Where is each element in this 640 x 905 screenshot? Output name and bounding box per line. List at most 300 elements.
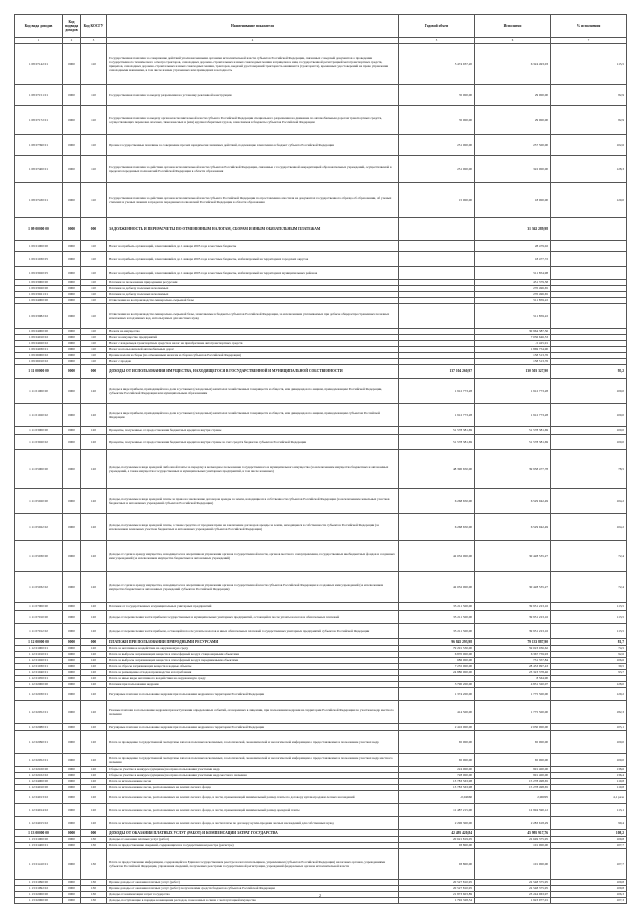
row-subcode: 0000 xyxy=(63,298,81,304)
row-code: 1 12 01010 01 xyxy=(15,652,63,658)
row-code: 1 13 02000 00 xyxy=(15,892,63,898)
row-done: 1 775 500,00 xyxy=(475,688,551,701)
row-percent: 182,3 xyxy=(551,701,627,724)
row-name: Налог на прибыль организаций, зачислявшийся до 1 января 2005 года в местные бюджеты xyxy=(107,241,399,252)
row-done: 6 324 493,03 xyxy=(475,44,551,85)
row-name: Доходы, поступающие в порядке возмещения расходов, понесенных в связи с эксплуатацией имущества xyxy=(107,898,399,904)
column-number: 7 xyxy=(551,38,627,44)
row-percent: 39,5 xyxy=(551,664,627,670)
row-code: 1 12 02000 00 xyxy=(15,682,63,688)
row-plan: 6 268 650,00 xyxy=(399,514,475,541)
row-kosgu: 120 xyxy=(81,664,107,670)
table-row xyxy=(15,898,627,904)
row-subcode: 0000 xyxy=(63,435,81,450)
row-percent: 109,8 xyxy=(551,837,627,843)
row-done: 59 023 036,62 xyxy=(475,646,551,652)
row-plan: 21 873 603,89 xyxy=(399,892,475,898)
row-subcode: 0000 xyxy=(63,880,81,886)
header-kosgu: Код КОСГУ xyxy=(81,15,107,38)
row-plan: 51 578 381,69 xyxy=(399,435,475,450)
row-name: ДОХОДЫ ОТ ИСПОЛЬЗОВАНИЯ ИМУЩЕСТВА, НАХОДЯЩЕГОСЯ В ГОСУДАРСТВЕННОЙ И МУНИЦИПАЛЬНОЙ СОБСТВЕННОСТИ xyxy=(107,365,399,379)
row-done: 39 951 223,16 xyxy=(475,611,551,624)
row-name: Плата за проведение государственной экспертизы запасов полезных ископаемых, геологической, экономической и экологической информации о предоставляемых в пользование участках недр местного значения xyxy=(107,754,399,767)
row-kosgu: 120 xyxy=(81,404,107,427)
row-code: 1 09 01000 00 xyxy=(15,241,63,252)
row-plan: 1 792 328,54 xyxy=(399,898,475,904)
row-code: 1 12 02100 00 xyxy=(15,767,63,773)
row-name: Регулярные платежи за пользование недрами при пользовании недрами на территории Российской Федерации xyxy=(107,688,399,701)
table-row xyxy=(15,450,627,489)
row-name: Сборы за участие в конкурсе (аукционе) на право пользования участками недр местного значения xyxy=(107,773,399,779)
row-percent: 106,6 xyxy=(551,658,627,664)
row-name: Платежи от государственных и муниципальных унитарных предприятий xyxy=(107,603,399,611)
row-plan: 35 211 500,00 xyxy=(399,603,475,611)
row-plan: 20 527 810,95 xyxy=(399,880,475,886)
row-done: 270 496,65 xyxy=(475,286,551,292)
row-plan: 35 000,00 xyxy=(399,85,475,106)
row-code: 1 12 02052 01 xyxy=(15,754,63,767)
row-code: 1 12 04015 02 xyxy=(15,817,63,830)
row-code: 1 09 00000 00 xyxy=(15,218,63,241)
row-name: Доходы в виде прибыли, приходящейся на доли в уставных (складочных) капиталах хозяйственных товариществ и обществ, или дивидендов по акциям, принадлежащим субъектам Российской Федерации xyxy=(107,404,399,427)
row-name: Плата за предоставление информации, содержащейся в Едином государственном реестре налогоплательщиков, управлением (субъектов Российской Федерации) налоговых органов, учреждениями субъектов Российской Федерации, управления сведений, получаемых реестрами государственной регистрации, учреждений федеральных органов исполнительной власти xyxy=(107,849,399,880)
row-percent: 110,8 xyxy=(551,785,627,791)
row-name: Отчисления на воспроизводство минерально-сырьевой базы, зачисляемые в бюджеты субъектов Российской Федерации, за исключением уплачиваемых при добыче общераспространенных полезных ископаемых и подземных вод, используемых для местных нужд xyxy=(107,304,399,329)
table-row xyxy=(15,572,627,603)
row-code: 1 12 01030 01 xyxy=(15,664,63,670)
row-name: Плата за проведение государственной экспертизы запасов полезных ископаемых, геологической, экономической и экологической информации о предоставляемых в пользование участках недр xyxy=(107,731,399,754)
row-plan: 93 800,00 xyxy=(399,843,475,849)
row-done: 7 036 646,53 xyxy=(475,335,551,341)
row-name: Плата за негативное воздействие на окружающую среду xyxy=(107,646,399,652)
row-plan: 1 374 200,00 xyxy=(399,688,475,701)
column-number: 3 xyxy=(81,38,107,44)
row-name: Государственная пошлина за выдачу органом исполнительной власти субъекта Российской Федерации специального разрешения на движение по автомобильным дорогам транспортных средств, осуществляющих перевозки опасных, тяжеловесных и (или) крупногабаритных грузов, зачисляемая в бюджеты субъектов Российской Федерации xyxy=(107,106,399,135)
row-subcode: 0000 xyxy=(63,359,81,365)
row-name: Плата за использование лесов, расположенных на землях лесного фонда xyxy=(107,785,399,791)
row-done: 270 496,65 xyxy=(475,292,551,298)
row-done: 65 000,00 xyxy=(475,754,551,767)
row-name: Доходы от оказания платных услуг (работ) xyxy=(107,837,399,843)
row-subcode: 0000 xyxy=(63,843,81,849)
row-done: 30 428 535,27 xyxy=(475,572,551,603)
row-percent xyxy=(551,241,627,252)
row-done: 6 529 942,49 xyxy=(475,489,551,514)
row-subcode: 0000 xyxy=(63,639,81,646)
row-code: 1 11 05030 00 xyxy=(15,541,63,572)
row-name: Плата за использование лесов, расположенных на землях лесного фонда, в части, превышающей минимальный размер арендной платы xyxy=(107,804,399,817)
row-done: 2 283 618,29 xyxy=(475,817,551,830)
row-plan: 1 912 773,28 xyxy=(399,379,475,404)
row-kosgu: 120 xyxy=(81,611,107,624)
table-row xyxy=(15,135,627,156)
row-percent xyxy=(551,252,627,267)
row-name: Налог на прибыль организаций, зачислявшийся до 1 января 2005 года в местные бюджеты, мобилизуемый на территориях муниципальных районов xyxy=(107,267,399,280)
row-name: Государственная пошлина за действия органов исполнительной власти субъекта Российской Федерации по проставлению апостиля на документах государственного образца об образовании, об ученых степенях и ученых званиях в пределах переданных полномочий Российской Федерации в области образования xyxy=(107,183,399,218)
row-done: 39 951 223,16 xyxy=(475,603,551,611)
row-name: Плата за использование лесов, расположенных на землях лесного фонда, в части, превышающей минимальный размер платы по договору купли-продажи лесных насаждений xyxy=(107,791,399,804)
table-row xyxy=(15,514,627,541)
row-subcode: 0000 xyxy=(63,241,81,252)
row-kosgu: 000 xyxy=(81,218,107,241)
row-percent: 4,1 раза xyxy=(551,791,627,804)
row-percent: 78,5 xyxy=(551,450,627,489)
row-percent: 120,0 xyxy=(551,183,627,218)
row-plan: 24 880 000,00 xyxy=(399,670,475,676)
row-plan: 1 912 773,28 xyxy=(399,404,475,427)
row-done: 1 912 773,28 xyxy=(475,379,551,404)
row-done: 2,96095 xyxy=(475,791,551,804)
row-plan: 414 500,00 xyxy=(399,701,475,724)
row-kosgu: 110 xyxy=(81,135,107,156)
row-percent: 107,3 xyxy=(551,898,627,904)
column-number: 6 xyxy=(475,38,551,44)
row-done: 130 503 327,90 xyxy=(475,365,551,379)
row-plan: 224 000,00 xyxy=(399,767,475,773)
row-done: 51 578 381,69 xyxy=(475,427,551,435)
row-name: Плата за использование лесов xyxy=(107,779,399,785)
row-percent: 82,9 xyxy=(551,85,627,106)
row-percent: 109,8 xyxy=(551,880,627,886)
row-done: 101 000,00 xyxy=(475,843,551,849)
row-percent: 93,7 xyxy=(551,670,627,676)
row-kosgu: 110 xyxy=(81,252,107,267)
row-code: 1 12 00000 00 xyxy=(15,639,63,646)
row-subcode: 0000 xyxy=(63,135,81,156)
row-name: Доходы от сдачи в аренду имущества, находящегося в оперативном управлении органов государственной власти субъектов Российской Федерации и созданных ими учреждений (за исключением имущества бюджетных и автономных учреждений субъектов Российской Федерации) xyxy=(107,572,399,603)
row-name: Платежи за добычу полезных ископаемых xyxy=(107,286,399,292)
row-percent: 138,6 xyxy=(551,767,627,773)
budget-table xyxy=(14,14,627,904)
row-percent: 100,0 xyxy=(551,404,627,427)
row-done: 79 133 887,90 xyxy=(475,639,551,646)
row-subcode: 0000 xyxy=(63,335,81,341)
row-code: 1 11 00000 00 xyxy=(15,365,63,379)
row-plan: 93 800,00 xyxy=(399,849,475,880)
row-code: 1 09 04010 02 xyxy=(15,335,63,341)
row-plan: 2 296 300,00 xyxy=(399,817,475,830)
row-code: 1 12 01000 01 xyxy=(15,646,63,652)
row-code: 1 11 05022 02 xyxy=(15,514,63,541)
row-name: Доходы, получаемые в виде арендной платы за права на заключение договоров аренды за земли, находящиеся в собственности субъектов Российской Федерации (за исключением земельных участков бюджетных и автономных учреждений субъектов Российской Федерации) xyxy=(107,489,399,514)
table-row xyxy=(15,639,627,646)
row-code: 1 11 01000 00 xyxy=(15,379,63,404)
row-done: 18 477,72 xyxy=(475,252,551,267)
row-subcode: 0000 xyxy=(63,773,81,779)
row-code: 1 09 03000 00 xyxy=(15,280,63,286)
row-done: 511 854,98 xyxy=(475,267,551,280)
row-done: 23 244 963,97 xyxy=(475,892,551,898)
row-code: 1 09 06000 02 xyxy=(15,353,63,359)
row-code: 1 08 07151 01 xyxy=(15,85,63,106)
row-plan xyxy=(399,218,475,241)
row-done: 29 000,00 xyxy=(475,85,551,106)
row-name: Государственная пошлина за действия органов исполнительной власти субъектов Российской Федерации, связанные с государственной аккредитацией образовательных учреждений, осуществляемой в пределах переданных полномочий Российской Федерации в области образования xyxy=(107,156,399,183)
table-row xyxy=(15,106,627,135)
row-name: Доходы от компенсации затрат государства xyxy=(107,892,399,898)
row-subcode: 0000 xyxy=(63,791,81,804)
row-code: 1 09 01030 05 xyxy=(15,252,63,267)
row-code: 1 12 02030 01 xyxy=(15,688,63,701)
row-done: 28 479,02 xyxy=(475,241,551,252)
table-row xyxy=(15,435,627,450)
row-done: 15 278 498,65 xyxy=(475,785,551,791)
column-number: 5 xyxy=(399,38,475,44)
row-code: 1 12 02052 01 xyxy=(15,701,63,724)
row-percent: 136,4 xyxy=(551,773,627,779)
row-kosgu: 120 xyxy=(81,682,107,688)
row-plan: 79 291 530,00 xyxy=(399,646,475,652)
row-name: Разовые платежи за пользование недрами при наступлении определенных событий, оговоренных в лицензии, при пользовании недрами на территории Российской Федерации по участкам недр местного значения xyxy=(107,701,399,724)
row-done: 257 500,00 xyxy=(475,135,551,156)
header-subcode: Код подвида доходов xyxy=(63,15,81,38)
row-subcode: 0000 xyxy=(63,353,81,359)
row-subcode: 0000 xyxy=(63,767,81,773)
row-kosgu: 120 xyxy=(81,652,107,658)
row-kosgu: 000 xyxy=(81,639,107,646)
row-name: Прочие государственные пошлины за совершение прочих юридически значимых действий, подлежащие зачислению в бюджет субъекта Российской Федерации xyxy=(107,135,399,156)
row-kosgu: 110 xyxy=(81,329,107,335)
row-subcode: 0000 xyxy=(63,286,81,292)
row-done: 2 030 000,00 xyxy=(475,724,551,731)
row-plan: 35 211 500,00 xyxy=(399,624,475,639)
header-percent: % исполнения xyxy=(551,15,627,38)
row-kosgu: 110 xyxy=(81,106,107,135)
table-row xyxy=(15,849,627,880)
row-code: 1 08 07390 01 xyxy=(15,135,63,156)
row-kosgu: 120 xyxy=(81,450,107,489)
row-subcode: 0000 xyxy=(63,701,81,724)
row-name: Прочие налоги и сборы (по отмененным налогам и сборам субъектов Российской Федерации) xyxy=(107,353,399,359)
row-code: 1 13 01990 00 xyxy=(15,880,63,886)
row-subcode: 0000 xyxy=(63,183,81,218)
row-subcode: 0000 xyxy=(63,724,81,731)
row-percent: 100,0 xyxy=(551,435,627,450)
row-percent: 107,7 xyxy=(551,843,627,849)
table-row xyxy=(15,830,627,837)
row-name: Прочие доходы от оказания платных услуг (работ) xyxy=(107,880,399,886)
row-done: 511 859,22 xyxy=(475,304,551,329)
row-kosgu: 130 xyxy=(81,892,107,898)
column-number: 2 xyxy=(63,38,81,44)
row-name: Доходы, получаемые в виде арендной платы, а также средства от продажи права на заключение договоров аренды за земли, находящиеся в собственности субъектов Российской Федерации (за исключением земельных участков бюджетных и автономных учреждений субъектов Российской Федерации) xyxy=(107,514,399,541)
row-code: 1 09 03020 00 xyxy=(15,286,63,292)
row-percent: 100,0 xyxy=(551,731,627,754)
row-code: 1 12 01040 01 xyxy=(15,670,63,676)
row-percent: 108,2 xyxy=(551,830,627,837)
table-row xyxy=(15,365,627,379)
row-code: 1 11 03000 00 xyxy=(15,427,63,435)
row-plan: 5 474 937,20 xyxy=(399,44,475,85)
row-subcode: 0000 xyxy=(63,85,81,106)
row-name: Платежи при пользовании недрами xyxy=(107,682,399,688)
row-subcode: 0000 xyxy=(63,682,81,688)
row-done: 22 548 375,95 xyxy=(475,880,551,886)
row-kosgu: 110 xyxy=(81,183,107,218)
row-name: Государственная пошлина за совершение действий уполномоченными органами исполнительной власти субъектов Российской Федерации, связанных с выдачей документов о проведении государственного технического осмотра тракторов, самоходных дорожно-строительных и иных самоходных машин и прицепов к ним, государственной регистрацией мототранспортных средств, прицепов, самоходных дорожно-строительных и иных самоходных машин, тракторов, выдачей удостоверений тракториста-машиниста (тракториста), временных удостоверений на право управления самоходными машинами, в том числе взамен утраченных или пришедших в негодность xyxy=(107,44,399,85)
row-code: 1 12 04013 02 xyxy=(15,791,63,804)
row-done: 511 859,22 xyxy=(475,298,551,304)
row-subcode: 0000 xyxy=(63,898,81,904)
row-plan xyxy=(399,267,475,280)
row-subcode: 0000 xyxy=(63,572,81,603)
row-subcode: 0000 xyxy=(63,804,81,817)
table-row xyxy=(15,541,627,572)
row-code: 1 09 06010 02 xyxy=(15,359,63,365)
row-done: 6 367 759,93 xyxy=(475,652,551,658)
row-plan: 65 000,00 xyxy=(399,754,475,767)
row-code: 1 13 01400 01 xyxy=(15,843,63,849)
row-kosgu: 120 xyxy=(81,379,107,404)
column-number: 4 xyxy=(107,38,399,44)
row-kosgu: 120 xyxy=(81,688,107,701)
row-kosgu: 110 xyxy=(81,335,107,341)
row-code: 1 13 02060 00 xyxy=(15,898,63,904)
table-row xyxy=(15,379,627,404)
row-kosgu: 120 xyxy=(81,603,107,611)
table-row xyxy=(15,791,627,804)
table-row xyxy=(15,754,627,767)
row-done: 158 513,76 xyxy=(475,353,551,359)
table-row xyxy=(15,731,627,754)
row-subcode: 6000 xyxy=(63,676,81,682)
row-code: 1 09 03082 02 xyxy=(15,304,63,329)
row-name: Проценты, полученные от предоставления бюджетных кредитов внутри страны xyxy=(107,427,399,435)
row-subcode: 0000 xyxy=(63,156,81,183)
row-subcode: 0000 xyxy=(63,624,81,639)
row-done: 451 379,58 xyxy=(475,280,551,286)
row-plan: 35 000,00 xyxy=(399,106,475,135)
row-kosgu: 120 xyxy=(81,773,107,779)
table-row xyxy=(15,267,627,280)
row-name: Платежи за добычу полезных ископаемых xyxy=(107,292,399,298)
row-subcode: 0000 xyxy=(63,731,81,754)
row-subcode: 0000 xyxy=(63,646,81,652)
row-code: 1 11 05000 00 xyxy=(15,450,63,489)
row-percent: 129,2 xyxy=(551,688,627,701)
row-kosgu: 120 xyxy=(81,572,107,603)
row-percent: 102,6 xyxy=(551,135,627,156)
row-kosgu: 120 xyxy=(81,779,107,785)
column-number: 1 xyxy=(15,38,63,44)
row-plan xyxy=(399,304,475,329)
row-done: 30 428 535,27 xyxy=(475,541,551,572)
row-kosgu: 110 xyxy=(81,347,107,353)
row-subcode: 0000 xyxy=(63,514,81,541)
row-name: ПЛАТЕЖИ ПРИ ПОЛЬЗОВАНИИ ПРИРОДНЫМИ РЕСУРСАМИ xyxy=(107,639,399,646)
row-subcode: 0000 xyxy=(63,280,81,286)
row-subcode: 0000 xyxy=(63,489,81,514)
row-plan: -0,04660 xyxy=(399,791,475,804)
row-subcode: 0000 xyxy=(63,252,81,267)
row-plan: 137 104 260,97 xyxy=(399,365,475,379)
row-kosgu: 120 xyxy=(81,804,107,817)
row-kosgu: 110 xyxy=(81,353,107,359)
table-row xyxy=(15,183,627,218)
row-code: 1 11 05020 00 xyxy=(15,489,63,514)
table-row xyxy=(15,156,627,183)
row-code: 1 08 07142 01 xyxy=(15,44,63,85)
table-body xyxy=(15,44,627,904)
row-name: Налог с владельцев транспортных средств и налог на приобретение автотранспортных средств xyxy=(107,341,399,347)
row-subcode: 6000 xyxy=(63,664,81,670)
row-kosgu: 110 xyxy=(81,359,107,365)
row-plan xyxy=(399,241,475,252)
row-done: 18 000,00 xyxy=(475,183,551,218)
row-percent: 115,5 xyxy=(551,44,627,85)
row-percent: 105,1 xyxy=(551,724,627,731)
row-percent xyxy=(551,267,627,280)
page-number: 2 xyxy=(319,893,321,898)
row-kosgu: 120 xyxy=(81,624,107,639)
row-done: 1 912 773,28 xyxy=(475,404,551,427)
row-percent: 113,5 xyxy=(551,603,627,611)
row-kosgu: 120 xyxy=(81,731,107,754)
row-kosgu: 110 xyxy=(81,286,107,292)
row-kosgu: 110 xyxy=(81,280,107,286)
row-done: 12 994 590,12 xyxy=(475,804,551,817)
row-done: 991 400,00 xyxy=(475,767,551,773)
row-kosgu: 130 xyxy=(81,880,107,886)
row-plan: 13 783 563,98 xyxy=(399,785,475,791)
row-kosgu: 110 xyxy=(81,298,107,304)
table-row xyxy=(15,218,627,241)
table-row xyxy=(15,44,627,85)
row-kosgu: 120 xyxy=(81,754,107,767)
table-row xyxy=(15,724,627,731)
row-done: 51 578 381,69 xyxy=(475,435,551,450)
row-kosgu: 120 xyxy=(81,676,107,682)
row-subcode: 0000 xyxy=(63,341,81,347)
row-percent xyxy=(551,218,627,241)
row-code: 1 09 04000 00 xyxy=(15,298,63,304)
row-name: Отчисления на воспроизводство минерально-сырьевой базы xyxy=(107,298,399,304)
row-percent: 104,2 xyxy=(551,489,627,514)
table-row xyxy=(15,427,627,435)
row-kosgu: 110 xyxy=(81,267,107,280)
row-name: Налог на имущество предприятий xyxy=(107,335,399,341)
row-percent: 100,0 xyxy=(551,379,627,404)
row-done: 23 323 378,46 xyxy=(475,670,551,676)
row-kosgu: 120 xyxy=(81,489,107,514)
row-done: 991 400,00 xyxy=(475,773,551,779)
row-percent: 92,6 xyxy=(551,652,627,658)
row-subcode: 6000 xyxy=(63,658,81,664)
row-kosgu: 000 xyxy=(81,830,107,837)
row-code: 1 09 04020 02 xyxy=(15,341,63,347)
row-done: 1 775 500,00 xyxy=(475,701,551,724)
row-name: Налог с продаж xyxy=(107,359,399,365)
row-plan: 686 000,00 xyxy=(399,658,475,664)
row-kosgu: 110 xyxy=(81,241,107,252)
row-code: 1 11 05032 02 xyxy=(15,572,63,603)
row-code: 1 09 03021 01 xyxy=(15,292,63,298)
row-name: Плата за иные виды негативного воздействия на окружающую среду xyxy=(107,676,399,682)
row-subcode: 6000 xyxy=(63,670,81,676)
row-kosgu: 130 xyxy=(81,849,107,880)
row-plan: 51 578 381,69 xyxy=(399,427,475,435)
row-name: ЗАДОЛЖЕННОСТЬ И ПЕРЕРАСЧЕТЫ ПО ОТМЕНЕННЫМ НАЛОГАМ, СБОРАМ И ИНЫМ ОБЯЗАТЕЛЬНЫМ ПЛАТЕЖАМ xyxy=(107,218,399,241)
table-row xyxy=(15,489,627,514)
row-percent xyxy=(551,304,627,329)
row-kosgu: 110 xyxy=(81,304,107,329)
table-row xyxy=(15,817,627,830)
row-percent: 109,8 xyxy=(551,886,627,892)
row-done: 45 995 917,76 xyxy=(475,830,551,837)
row-subcode: 0000 xyxy=(63,837,81,843)
row-subcode: 0000 xyxy=(63,218,81,241)
row-done: -5 425,91 xyxy=(475,341,551,347)
